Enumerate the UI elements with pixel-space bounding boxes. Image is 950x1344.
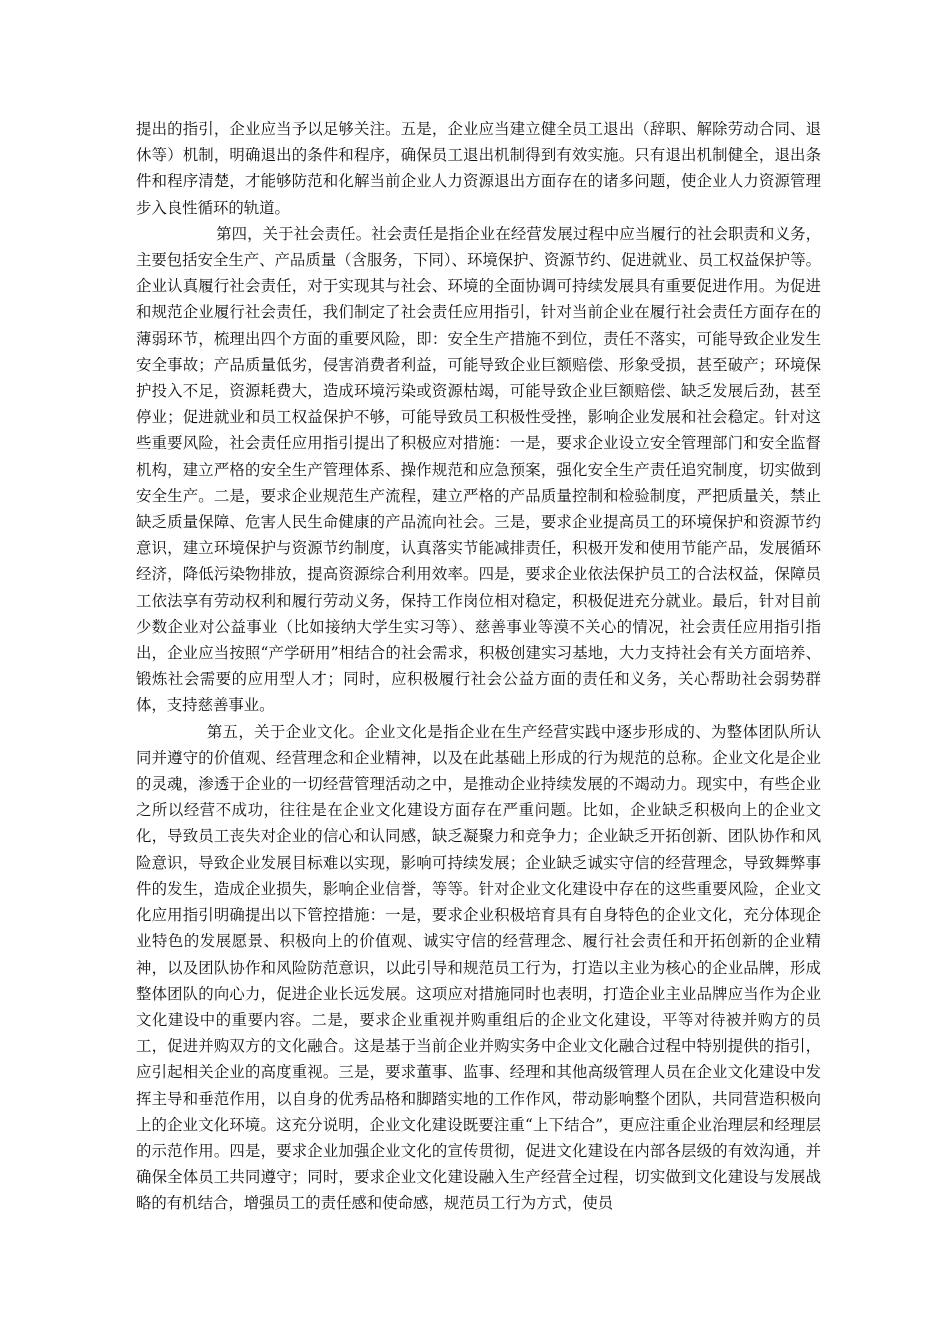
paragraph-social-responsibility: 第四，关于社会责任。社会责任是指企业在经营发展过程中应当履行的社会职责和义务，主要包括安全生产、产品质量（含服务，下同）、环境保护、资源节约、促进就业、员工权益保护等。企业认真履行社会责任，对于实现其与社会、环境的全面协调可持续发展具有重要促进作用。为促进和规范企业履行社会责任，我们制定了社会责任应用指引，针对当前企业在履行社会责任方面存在的薄弱环节，梳理出四个方面的重要风险，即：安全生产措施不到位，责任不落实，可能导致企业发生安全事故；产品质量低劣，侵害消费者利益，可能导致企业巨额赔偿、形象受损，甚至破产；环境保护投入不足，资源耗费大，造成环境污染或资源枯竭，可能导致企业巨额赔偿、缺乏发展后劲，甚至停业；促进就业和员工权益保护不够，可能导致员工积极性受挫，影响企业发展和社会稳定。针对这些重要风险，社会责任应用指引提出了积极应对措施：一是，要求企业设立安全管理部门和安全监督机构，建立严格的安全生产管理体系、操作规范和应急预案，强化安全生产责任追究制度，切实做到安全生产。二是，要求企业规范生产流程，建立严格的产品质量控制和检验制度，严把质量关，禁止缺乏质量保障、危害人民生命健康的产品流向社会。三是，要求企业提高员工的环境保护和资源节约意识，建立环境保护与资源节约制度，认真落实节能减排责任，积极开发和使用节能产品，发展循环经济，降低污染物排放，提高资源综合利用效率。四是，要求企业依法保护员工的合法权益，保障员工依法享有劳动权利和履行劳动义务，保持工作岗位相对稳定，积极促进充分就业。最后，针对目前少数企业对公益事业（比如接纳大学生实习等）、慈善事业等漠不关心的情况，社会责任应用指引指出，企业应当按照“产学研用”相结合的社会需求，积极创建实习基地，大力支持社会有关方面培养、锻炼社会需要的应用型人才；同时，应积极履行社会公益方面的责任和义务，关心帮助社会弱势群体，支持慈善事业。 (136, 224, 821, 715)
paragraph-corporate-culture: 第五，关于企业文化。企业文化是指企业在生产经营实践中逐步形成的、为整体团队所认同并遵守的价值观、经营理念和企业精神，以及在此基础上形成的行为规范的总称。企业文化是企业的灵魂，渗透于企业的一切经营管理活动之中，是推动企业持续发展的不竭动力。现实中，有些企业之所以经营不成功，往往是在企业文化建设方面存在严重问题。比如，企业缺乏积极向上的企业文化，导致员工丧失对企业的信心和认同感，缺乏凝聚力和竞争力；企业缺乏开拓创新、团队协作和风险意识，导致企业发展目标难以实现，影响可持续发展；企业缺乏诚实守信的经营理念，导致舞弊事件的发生，造成企业损失，影响企业信誉，等等。针对企业文化建设中存在的这些重要风险，企业文化应用指引明确提出以下管控措施：一是，要求企业积极培育具有自身特色的企业文化，充分体现企业特色的发展愿景、积极向上的价值观、诚实守信的经营理念、履行社会责任和开拓创新的企业精神，以及团队协作和风险防范意识，以此引导和规范员工行为，打造以主业为核心的企业品牌，形成整体团队的向心力，促进企业长远发展。这项应对措施同时也表明，打造企业主业品牌应当作为企业文化建设中的重要内容。二是，要求企业重视并购重组后的企业文化建设，平等对待被并购方的员工，促进并购双方的文化融合。这是基于当前企业并购实务中企业文化融合过程中特别提供的指引，应引起相关企业的高度重视。三是，要求董事、监事、经理和其他高级管理人员在企业文化建设中发挥主导和垂范作用，以自身的优秀品格和脚踏实地的工作作风，带动影响整个团队，共同营造积极向上的企业文化环境。这充分说明，企业文化建设既要注重“上下结合”，更应注重企业治理层和经理层的示范作用。四是，要求企业加强企业文化的宣传贯彻，促进文化建设在内部各层级的有效沟通，并确保全体员工共同遵守；同时，要求企业文化建设融入生产经营全过程，切实做到文化建设与发展战略的有机结合，增强员工的责任感和使命感，规范员工行为方式，使员 (136, 722, 821, 1213)
document-body (136, 116, 821, 1217)
paragraph-employee-exit: 提出的指引，企业应当予以足够关注。五是，企业应当建立健全员工退出（辞职、解除劳动合同、退休等）机制，明确退出的条件和程序，确保员工退出机制得到有效实施。只有退出机制健全，退出条件和程序清楚，才能够防范和化解当前企业人力资源退出方面存在的诸多问题，使企业人力资源管理步入良性循环的轨道。 (136, 120, 821, 217)
